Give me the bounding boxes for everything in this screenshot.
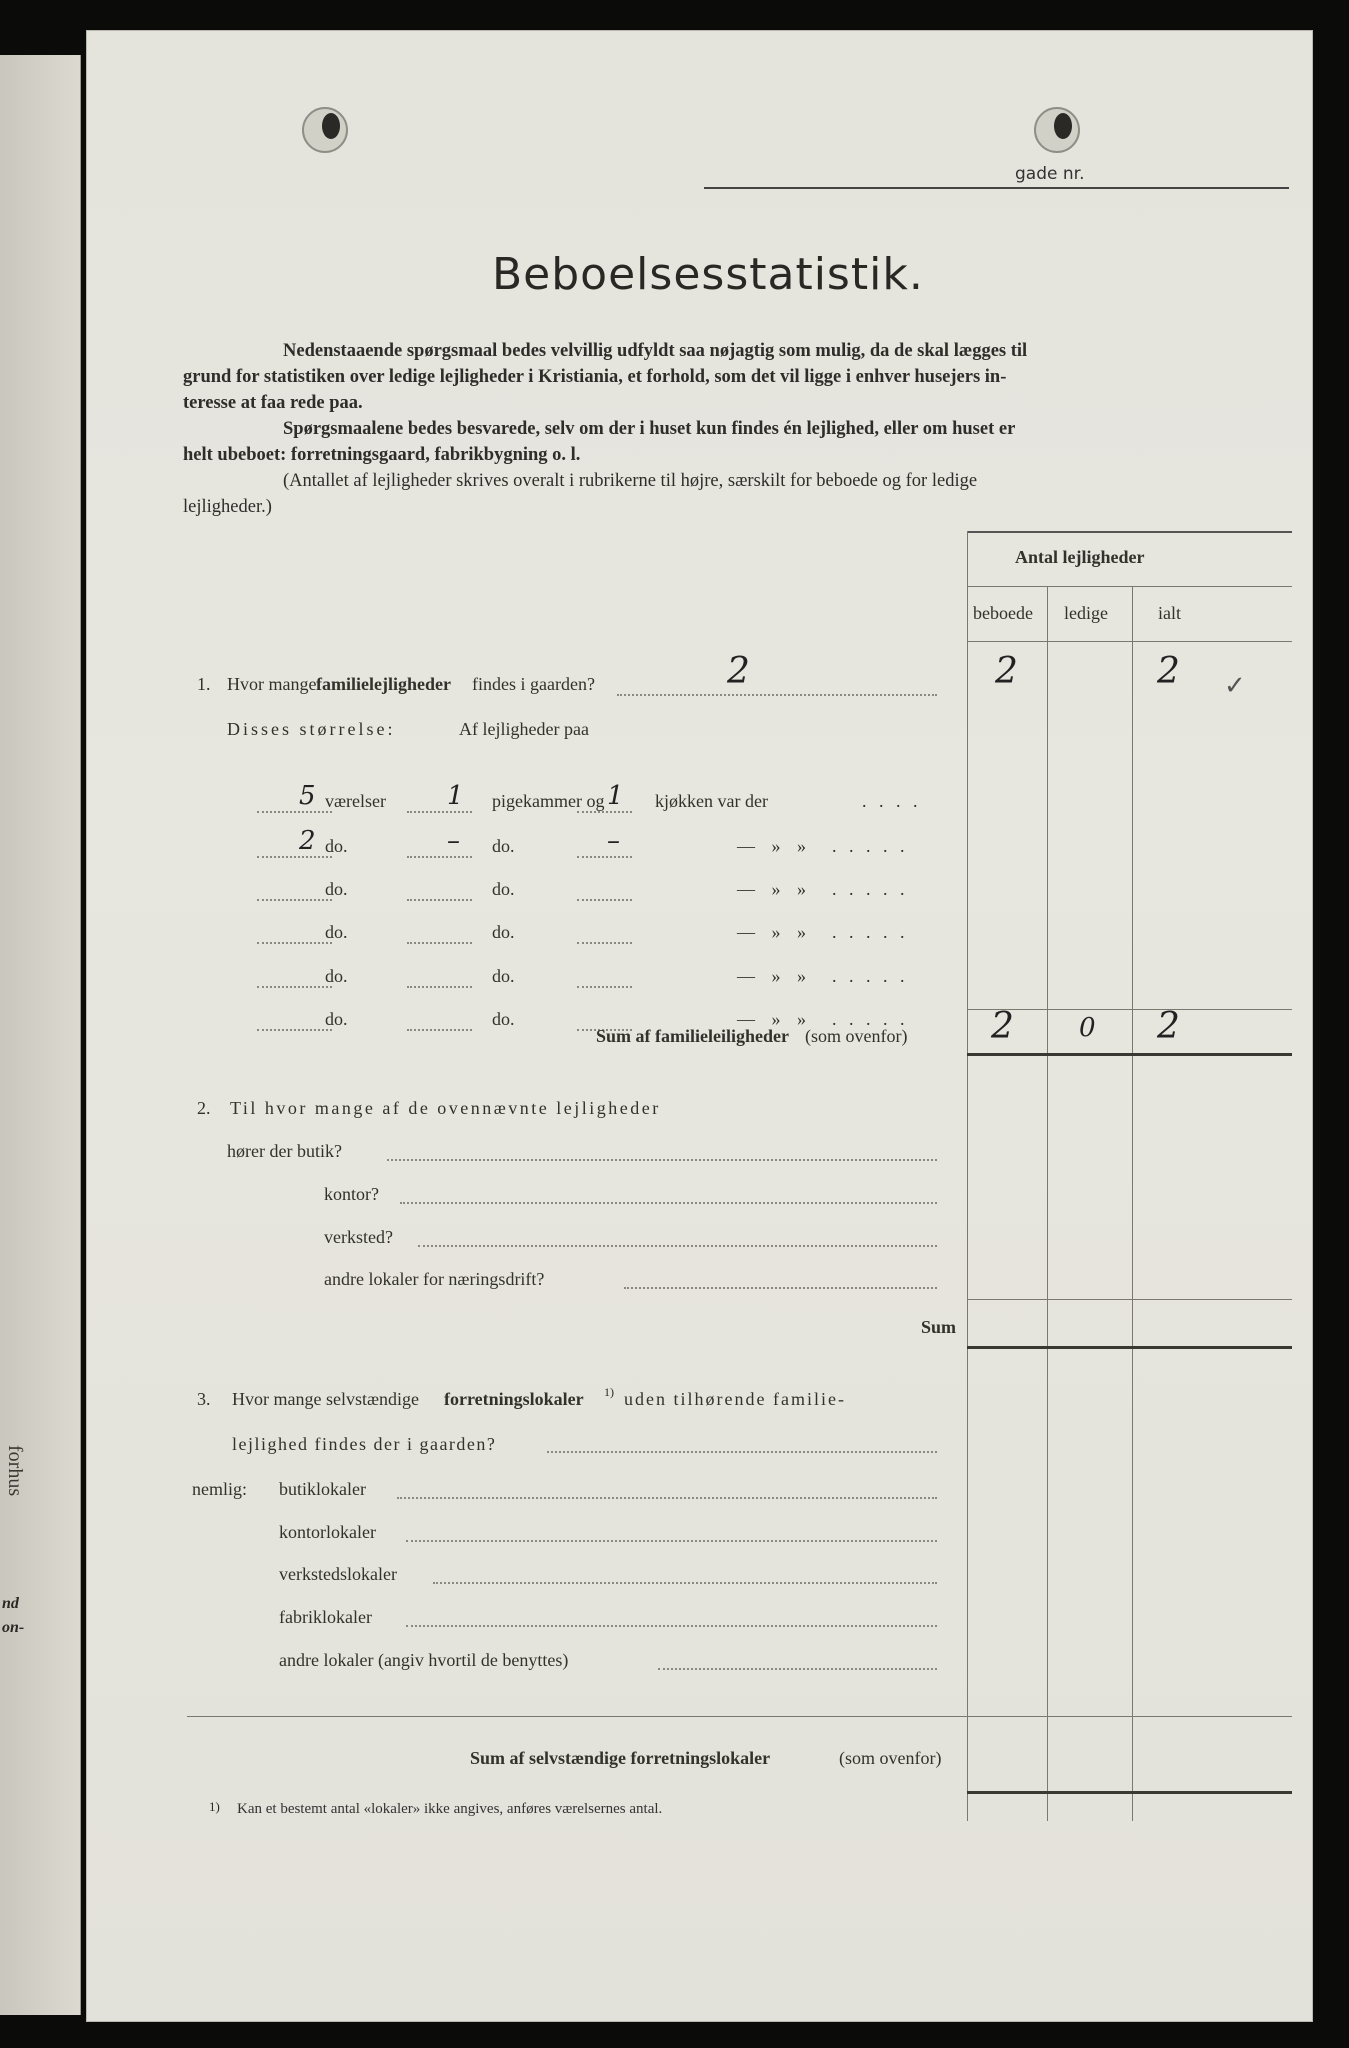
left-fragment-forhus: forhus <box>4 1445 26 1497</box>
q2-item: andre lokaler for næringsdrift? <box>324 1269 545 1289</box>
size-row-kitchen-line <box>577 986 632 988</box>
q3-item: verkstedslokaler <box>279 1564 397 1584</box>
q3-text-b: forretningslokaler <box>444 1389 584 1409</box>
q1-text-a: Hvor mange <box>227 674 317 694</box>
q2-item-leader-dots <box>387 1159 937 1161</box>
size-row-maid-line <box>407 1029 472 1031</box>
size-row-trail-dots: . . . . <box>862 791 922 811</box>
size-row-maid-value: – <box>447 826 460 856</box>
size-row-maid-line <box>407 856 472 858</box>
q3-number: 3. <box>197 1389 211 1409</box>
intro-p3-line2: lejligheder.) <box>183 497 272 517</box>
gade-line <box>704 187 1289 189</box>
size-row-count-line <box>257 811 332 813</box>
q1-sum-ledige: 0 <box>1079 1013 1096 1043</box>
form-page <box>86 30 1313 2022</box>
table-header-ledige: ledige <box>1064 603 1108 623</box>
size-row-maid-value: 1 <box>447 781 464 811</box>
q1-leader-dots <box>617 694 937 696</box>
size-row-rooms-label: do. <box>325 1009 348 1029</box>
size-row-maid-line <box>407 811 472 813</box>
size-row-trail-dots: . . . . . <box>832 1009 909 1029</box>
size-row-count-line <box>257 1029 332 1031</box>
q3-text-d: lejlighed findes der i gaarden? <box>232 1434 497 1454</box>
q2-item-leader-dots <box>418 1245 937 1247</box>
size-row-kitchen-label: kjøkken var der <box>655 791 768 811</box>
size-row-maid-label: do. <box>492 922 515 942</box>
size-row-kitchen-line <box>577 856 632 858</box>
q3-item: fabriklokaler <box>279 1607 372 1627</box>
q3-text-c: uden tilhørende familie- <box>624 1389 846 1409</box>
size-row-kitchen-value: – <box>607 826 620 856</box>
left-fragment-nd: nd <box>2 1595 19 1612</box>
size-row-kitchen-label: — » » <box>737 922 812 942</box>
check-mark: ✓ <box>1224 671 1246 700</box>
size-row-count-line <box>257 986 332 988</box>
q3-item-leader-dots <box>658 1668 937 1670</box>
q2-item: kontor? <box>324 1184 379 1204</box>
footnote-text: Kan et bestemt antal «lokaler» ikke angives, anføres værelsernes antal. <box>237 1801 663 1817</box>
size-row-kitchen-label: — » » <box>737 836 812 856</box>
size-row-count-value: 5 <box>299 781 316 811</box>
q3-item-leader-dots <box>433 1582 937 1584</box>
q2-item: verksted? <box>324 1227 393 1247</box>
intro-p2-line2: helt ubeboet: forretningsgaard, fabrikbygning o. l. <box>183 445 581 465</box>
punch-hole-right <box>1034 107 1080 153</box>
size-row-maid-label: do. <box>492 1009 515 1029</box>
q1-answer-handwritten: 2 <box>727 651 750 692</box>
size-row-maid-line <box>407 899 472 901</box>
q1-sum-bottom-rule <box>967 1053 1292 1056</box>
gade-nr-label: gade nr. <box>1015 164 1085 184</box>
q3-sum-top-rule <box>187 1716 1292 1717</box>
q2-number: 2. <box>197 1098 211 1118</box>
size-row-trail-dots: . . . . . <box>832 922 909 942</box>
size-row-kitchen-value: 1 <box>607 781 624 811</box>
table-header-bottom-rule <box>967 641 1292 642</box>
q1-sum-beboede: 2 <box>991 1006 1014 1047</box>
table-header-ialt: ialt <box>1158 603 1181 623</box>
footnote-mark: 1) <box>209 1799 220 1814</box>
size-row-maid-label: do. <box>492 966 515 986</box>
intro-p1-line1: Nedenstaaende spørgsmaal bedes velvillig udfyldt saa nøjagtig som mulig, da de skal lægges til <box>283 341 1028 361</box>
size-row-maid-label: do. <box>492 879 515 899</box>
q2-sum-top-rule <box>967 1299 1292 1300</box>
table-col-line-2 <box>1132 586 1133 1821</box>
size-row-kitchen-label: — » » <box>737 879 812 899</box>
size-row-rooms-label: do. <box>325 836 348 856</box>
size-row-trail-dots: . . . . . <box>832 879 909 899</box>
size-row-kitchen-label: — » » <box>737 966 812 986</box>
q1-sizes-sub: Af lejligheder paa <box>459 719 589 739</box>
q1-sizes-label: Disses størrelse: <box>227 719 396 739</box>
table-subheader-rule <box>967 586 1292 587</box>
intro-p3-line1: (Antallet af lejligheder skrives overalt i rubrikerne til højre, særskilt for beboede og for ledige <box>283 471 978 491</box>
size-row-trail-dots: . . . . . <box>832 836 909 856</box>
table-header-group: Antal lejligheder <box>1015 547 1145 567</box>
q3-sum-label-rest: (som ovenfor) <box>839 1748 942 1768</box>
q3-item: butiklokaler <box>279 1479 366 1499</box>
size-row-maid-line <box>407 942 472 944</box>
size-row-maid-label: pigekammer og <box>492 791 605 811</box>
q3-item-leader-dots <box>406 1540 937 1542</box>
size-row-trail-dots: . . . . . <box>832 966 909 986</box>
size-row-rooms-label: do. <box>325 966 348 986</box>
size-row-maid-line <box>407 986 472 988</box>
q1-sum-label-rest: (som ovenfor) <box>805 1026 908 1046</box>
q1-number: 1. <box>197 674 211 694</box>
q1-sum-top-rule <box>967 1009 1292 1010</box>
q2-item-leader-dots <box>400 1202 937 1204</box>
q3-sum-bottom-rule <box>967 1791 1292 1794</box>
q3-item: kontorlokaler <box>279 1522 376 1542</box>
intro-p1-line3: teresse at faa rede paa. <box>183 393 363 413</box>
table-col-line-1 <box>1047 586 1048 1821</box>
q2-sum-bottom-rule <box>967 1346 1292 1349</box>
page-title: Beboelsesstatistik. <box>492 249 924 300</box>
q3-sum-label: Sum af selvstændige forretningslokaler <box>470 1748 771 1768</box>
size-row-count-line <box>257 899 332 901</box>
intro-text <box>183 338 1293 520</box>
size-row-kitchen-label: — » » <box>737 1009 812 1029</box>
adjacent-page-edge <box>0 55 81 2015</box>
table-col-line-0 <box>967 531 968 1821</box>
q3-item-leader-dots <box>406 1625 937 1627</box>
q3-item: andre lokaler (angiv hvortil de benyttes) <box>279 1650 569 1670</box>
q1-ialt-value: 2 <box>1157 651 1180 692</box>
size-row-count-line <box>257 942 332 944</box>
q1-sum-label: Sum af familieleiligheder <box>596 1026 789 1046</box>
size-row-maid-label: do. <box>492 836 515 856</box>
size-row-rooms-label: værelser <box>325 791 386 811</box>
q2-sum-label: Sum <box>921 1317 957 1337</box>
intro-p2-line1: Spørgsmaalene bedes besvarede, selv om der i huset kun findes én lejlighed, eller om huset er <box>283 419 1016 439</box>
q3-footnote-ref: 1) <box>604 1385 614 1399</box>
q3-item-leader-dots <box>397 1497 937 1499</box>
q1-text-c: findes i gaarden? <box>472 674 595 694</box>
size-row-rooms-label: do. <box>325 922 348 942</box>
q3-text-a: Hvor mange selvstændige <box>232 1389 419 1409</box>
size-row-count-value: 2 <box>299 826 316 856</box>
size-row-count-line <box>257 856 332 858</box>
q2-item-leader-dots <box>624 1287 937 1289</box>
size-row-kitchen-line <box>577 942 632 944</box>
q3-leader-dots <box>547 1451 937 1453</box>
intro-p1-line2: grund for statistiken over ledige lejligheder i Kristiania, et forhold, som det vil ligge i enhver husejers in- <box>183 367 1007 387</box>
size-row-rooms-label: do. <box>325 879 348 899</box>
size-row-kitchen-line <box>577 899 632 901</box>
q3-nemlig: nemlig: <box>192 1479 247 1499</box>
table-top-rule <box>967 531 1292 533</box>
left-fragment-on: on- <box>2 1619 25 1636</box>
punch-hole-left <box>302 107 348 153</box>
q1-text-b: familielejligheder <box>316 674 451 694</box>
table-header-beboede: beboede <box>973 603 1033 623</box>
q2-text: Til hvor mange af de ovennævnte lejligheder <box>230 1098 661 1118</box>
q2-item: hører der butik? <box>227 1141 342 1161</box>
q1-beboede-value: 2 <box>995 651 1018 692</box>
q1-sum-ialt: 2 <box>1157 1006 1180 1047</box>
